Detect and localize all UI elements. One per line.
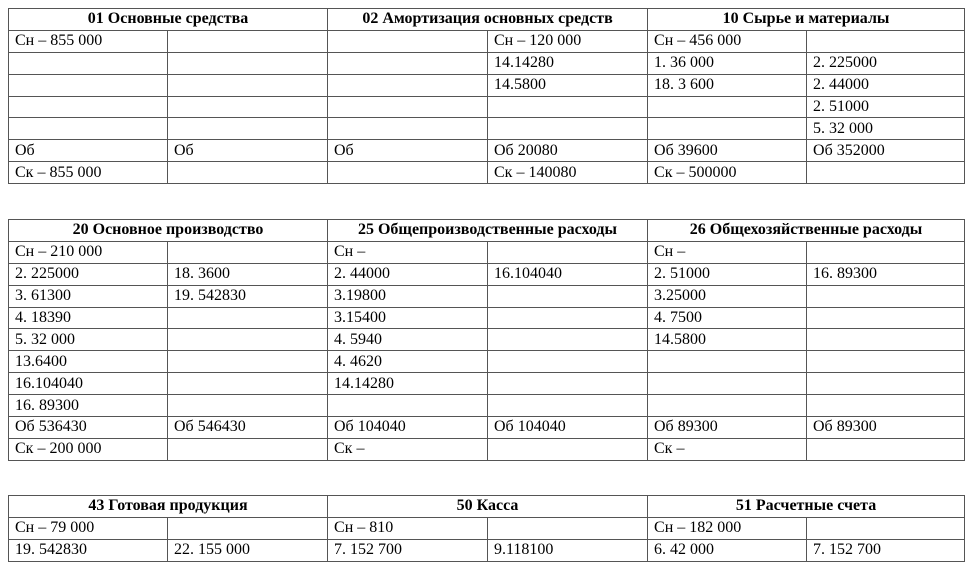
debit-cell: 2. 51000 <box>648 263 807 285</box>
credit-cell: Об 352000 <box>807 140 965 162</box>
account-title: 10 Сырье и материалы <box>648 9 965 31</box>
debit-cell: 19. 542830 <box>9 539 168 561</box>
account-title: 51 Расчетные счета <box>648 496 965 518</box>
credit-cell: 7. 152 700 <box>807 539 965 561</box>
ledger-row <box>9 263 965 285</box>
debit-cell: Ск – 500000 <box>648 162 807 184</box>
credit-cell <box>168 30 328 52</box>
credit-cell <box>488 118 648 140</box>
ledger-row <box>9 30 965 52</box>
debit-cell <box>328 96 488 118</box>
debit-cell: 3.19800 <box>328 285 488 307</box>
credit-cell <box>168 162 328 184</box>
credit-cell: 14.5800 <box>488 74 648 96</box>
credit-cell <box>807 30 965 52</box>
credit-cell: 18. 3600 <box>168 263 328 285</box>
debit-cell: Сн – 182 000 <box>648 517 807 539</box>
debit-cell: 16. 89300 <box>9 395 168 417</box>
debit-cell <box>648 351 807 373</box>
debit-cell: 4. 18390 <box>9 307 168 329</box>
ledger-row <box>9 307 965 329</box>
account-title: 25 Общепроизводственные расходы <box>328 220 648 242</box>
credit-cell <box>807 241 965 263</box>
debit-cell <box>9 118 168 140</box>
credit-cell: Сн – 120 000 <box>488 30 648 52</box>
debit-cell: Ск – 855 000 <box>9 162 168 184</box>
credit-cell: 2. 44000 <box>807 74 965 96</box>
credit-cell: Ск – 140080 <box>488 162 648 184</box>
debit-cell: Сн – <box>648 241 807 263</box>
credit-cell: 16. 89300 <box>807 263 965 285</box>
debit-cell: Сн – 855 000 <box>9 30 168 52</box>
credit-cell <box>488 307 648 329</box>
credit-cell <box>807 329 965 351</box>
credit-cell <box>168 438 328 460</box>
credit-cell <box>807 307 965 329</box>
debit-cell <box>648 373 807 395</box>
credit-cell: Об 546430 <box>168 417 328 439</box>
debit-cell: Сн – 810 <box>328 517 488 539</box>
debit-cell: 2. 44000 <box>328 263 488 285</box>
credit-cell: Об 89300 <box>807 417 965 439</box>
credit-cell <box>168 373 328 395</box>
ledger-row <box>9 438 965 460</box>
ledger-row <box>9 539 965 561</box>
credit-cell <box>807 517 965 539</box>
debit-cell: 2. 225000 <box>9 263 168 285</box>
debit-cell: Ск – <box>648 438 807 460</box>
debit-cell: 1. 36 000 <box>648 52 807 74</box>
debit-cell: Ск – 200 000 <box>9 438 168 460</box>
debit-cell: 13.6400 <box>9 351 168 373</box>
credit-cell <box>168 74 328 96</box>
credit-cell: 16.104040 <box>488 263 648 285</box>
ledger-row <box>9 241 965 263</box>
debit-cell: 3. 61300 <box>9 285 168 307</box>
debit-cell: 4. 5940 <box>328 329 488 351</box>
debit-cell <box>9 96 168 118</box>
debit-cell <box>648 395 807 417</box>
debit-cell: Об 536430 <box>9 417 168 439</box>
ledger-row <box>9 285 965 307</box>
credit-cell <box>168 307 328 329</box>
credit-cell <box>488 329 648 351</box>
debit-cell: 14.5800 <box>648 329 807 351</box>
credit-cell <box>488 351 648 373</box>
credit-cell: Об <box>168 140 328 162</box>
debit-cell: Об <box>328 140 488 162</box>
credit-cell <box>488 395 648 417</box>
debit-cell: Сн – 210 000 <box>9 241 168 263</box>
credit-cell <box>807 395 965 417</box>
accounts-table-3 <box>8 495 965 562</box>
ledger-row <box>9 118 965 140</box>
credit-cell <box>168 241 328 263</box>
credit-cell: 9.118100 <box>488 539 648 561</box>
account-title: 01 Основные средства <box>9 9 328 31</box>
debit-cell: Об <box>9 140 168 162</box>
credit-cell <box>807 373 965 395</box>
debit-cell <box>648 118 807 140</box>
debit-cell: 5. 32 000 <box>9 329 168 351</box>
debit-cell: 14.14280 <box>328 373 488 395</box>
debit-cell <box>328 52 488 74</box>
credit-cell <box>168 517 328 539</box>
debit-cell: Об 39600 <box>648 140 807 162</box>
debit-cell <box>328 395 488 417</box>
credit-cell <box>807 285 965 307</box>
debit-cell: 4. 4620 <box>328 351 488 373</box>
debit-cell <box>9 74 168 96</box>
credit-cell <box>807 351 965 373</box>
debit-cell: 16.104040 <box>9 373 168 395</box>
debit-cell: Ск – <box>328 438 488 460</box>
ledger-row <box>9 52 965 74</box>
credit-cell <box>488 241 648 263</box>
credit-cell: Об 20080 <box>488 140 648 162</box>
credit-cell: 19. 542830 <box>168 285 328 307</box>
debit-cell: 3.25000 <box>648 285 807 307</box>
account-header-row <box>9 496 965 518</box>
account-title: 50 Касса <box>328 496 648 518</box>
account-title: 20 Основное производство <box>9 220 328 242</box>
credit-cell: 2. 51000 <box>807 96 965 118</box>
credit-cell: 22. 155 000 <box>168 539 328 561</box>
ledger-row <box>9 74 965 96</box>
debit-cell: 3.15400 <box>328 307 488 329</box>
debit-cell: Об 89300 <box>648 417 807 439</box>
credit-cell <box>488 517 648 539</box>
debit-cell <box>328 162 488 184</box>
ledger-row <box>9 329 965 351</box>
debit-cell <box>328 30 488 52</box>
credit-cell <box>807 162 965 184</box>
ledger-row <box>9 517 965 539</box>
debit-cell: 4. 7500 <box>648 307 807 329</box>
debit-cell <box>648 96 807 118</box>
debit-cell: Сн – 79 000 <box>9 517 168 539</box>
credit-cell: Об 104040 <box>488 417 648 439</box>
credit-cell <box>168 52 328 74</box>
ledger-row <box>9 96 965 118</box>
credit-cell: 5. 32 000 <box>807 118 965 140</box>
accounts-table-1 <box>8 8 965 184</box>
debit-cell <box>328 74 488 96</box>
credit-cell <box>168 118 328 140</box>
credit-cell <box>488 96 648 118</box>
accounts-table-2 <box>8 219 965 461</box>
debit-cell <box>328 118 488 140</box>
account-header-row <box>9 9 965 31</box>
ledger-row <box>9 395 965 417</box>
debit-cell <box>9 52 168 74</box>
debit-cell: Сн – <box>328 241 488 263</box>
credit-cell <box>488 285 648 307</box>
credit-cell <box>168 395 328 417</box>
ledger-row <box>9 351 965 373</box>
debit-cell: 7. 152 700 <box>328 539 488 561</box>
debit-cell: Сн – 456 000 <box>648 30 807 52</box>
debit-cell: Об 104040 <box>328 417 488 439</box>
credit-cell <box>807 438 965 460</box>
debit-cell: 18. 3 600 <box>648 74 807 96</box>
debit-cell: 6. 42 000 <box>648 539 807 561</box>
credit-cell <box>488 438 648 460</box>
account-title: 26 Общехозяйственные расходы <box>648 220 965 242</box>
account-title: 43 Готовая продукция <box>9 496 328 518</box>
credit-cell: 14.14280 <box>488 52 648 74</box>
credit-cell <box>488 373 648 395</box>
credit-cell: 2. 225000 <box>807 52 965 74</box>
ledger-row <box>9 417 965 439</box>
account-title: 02 Амортизация основных средств <box>328 9 648 31</box>
credit-cell <box>168 351 328 373</box>
ledger-row <box>9 140 965 162</box>
ledger-row <box>9 373 965 395</box>
account-header-row <box>9 220 965 242</box>
credit-cell <box>168 329 328 351</box>
ledger-row <box>9 162 965 184</box>
credit-cell <box>168 96 328 118</box>
